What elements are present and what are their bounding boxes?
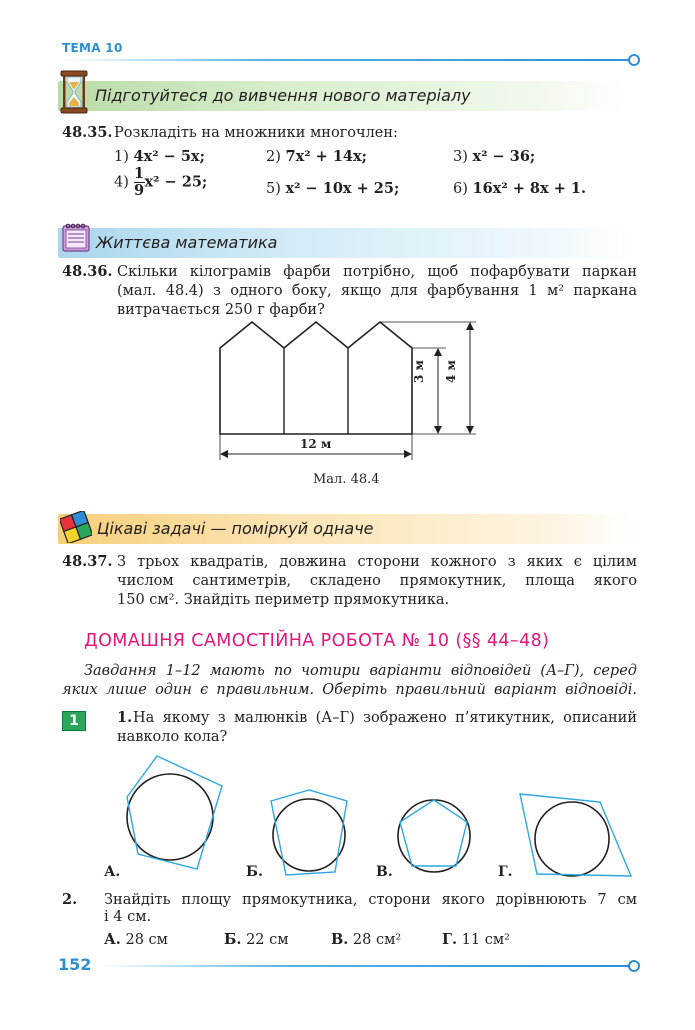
list-item: 5) x² − 10x + 25; [266, 180, 400, 197]
list-item: 2) 7x² + 14x; [266, 148, 368, 165]
exercise-text: Розкладіть на множники многочлен: [114, 125, 398, 141]
exercise-line: З трьох квадратів, довжина сторони кожного з яких є цілим [117, 554, 637, 570]
task-line: Знайдіть площу прямокутника, сторони якого дорівнюють 7 см [104, 892, 637, 908]
topic-label: ТЕМА 10 [62, 41, 123, 55]
fence-outline [220, 322, 412, 434]
answer-option: В. 28 см² [331, 931, 402, 948]
notepad-icon [62, 222, 90, 252]
option-label: В. [376, 864, 393, 880]
level-badge: 1 [62, 711, 86, 731]
figure-caption: Мал. 48.4 [313, 472, 380, 487]
exercise-number: 48.35. [62, 124, 113, 141]
exercise-line: 150 см². Знайдіть периметр прямокутника. [117, 592, 450, 608]
homework-intro-line: Завдання 1–12 мають по чотири варіанти відповідей (А–Г), серед [84, 663, 637, 679]
exercise-line: числом сантиметрів, складено прямокутник, площа якого [117, 573, 637, 589]
option-label: А. [104, 864, 121, 880]
list-item: 3) x² − 36; [453, 148, 536, 165]
answer-option: Г. 11 см² [442, 931, 510, 948]
exercise-number: 48.37. [62, 553, 113, 570]
banner-life-math-title: Життєва математика [96, 233, 278, 252]
exercise-line: (мал. 48.4) з одного боку, якщо для фарбування 1 м² паркана [117, 283, 637, 299]
exercise-line: Скільки кілограмів фарби потрібно, щоб пофарбувати паркан [117, 264, 637, 280]
option-d-figure [520, 794, 631, 876]
banner-interesting-title: Цікаві задачі — поміркуй одначе [97, 519, 374, 538]
task-line: і 4 см. [104, 909, 152, 925]
header-rule-end-icon [628, 54, 640, 66]
puzzle-cube-icon [60, 511, 92, 543]
list-item: 1) 4x² − 5x; [114, 148, 205, 165]
list-item: 6) 16x² + 8x + 1. [453, 180, 587, 197]
option-a-figure [127, 756, 222, 869]
list-item: 4) $\frac{1}{9}$ x² − 25; [114, 165, 208, 199]
fence-figure [210, 318, 490, 468]
hourglass-icon [60, 70, 88, 114]
option-label: Г. [498, 864, 513, 880]
exercise-number: 48.36. [62, 263, 113, 280]
banner-prepare-title: Підготуйтеся до вивчення нового матеріалу [95, 86, 471, 105]
dimension-label-12m: 12 м [300, 437, 332, 451]
answer-option: Б. 22 см [224, 931, 289, 948]
task-line: навколо кола? [117, 729, 228, 745]
option-c-figure [398, 800, 470, 872]
option-b-figure [271, 790, 347, 875]
page-number: 152 [58, 955, 92, 974]
answer-option: А. 28 см [104, 931, 168, 948]
dimension-label-4m: 4 м [444, 360, 458, 383]
fraction: $\frac{1}{9}$ [133, 165, 145, 199]
dimension-label-3m: 3 м [412, 360, 426, 383]
header-rule [62, 59, 630, 61]
option-label: Б. [246, 864, 263, 880]
exercise-line: витрачається 250 г фарби? [117, 302, 325, 318]
task-number: 2. [62, 891, 78, 908]
homework-intro-line: яких лише один є правильним. Оберіть правильний варіант відповіді. [62, 682, 637, 698]
option-figures [100, 750, 645, 885]
task-line: На якому з малюнків (А–Г) зображено п’ятикутник, описаний [133, 710, 637, 726]
homework-title: ДОМАШНЯ САМОСТІЙНА РОБОТА № 10 (§§ 44–48) [84, 631, 550, 651]
footer-rule [100, 965, 630, 967]
task-number: 1. [117, 709, 133, 726]
footer-rule-end-icon [628, 960, 640, 972]
